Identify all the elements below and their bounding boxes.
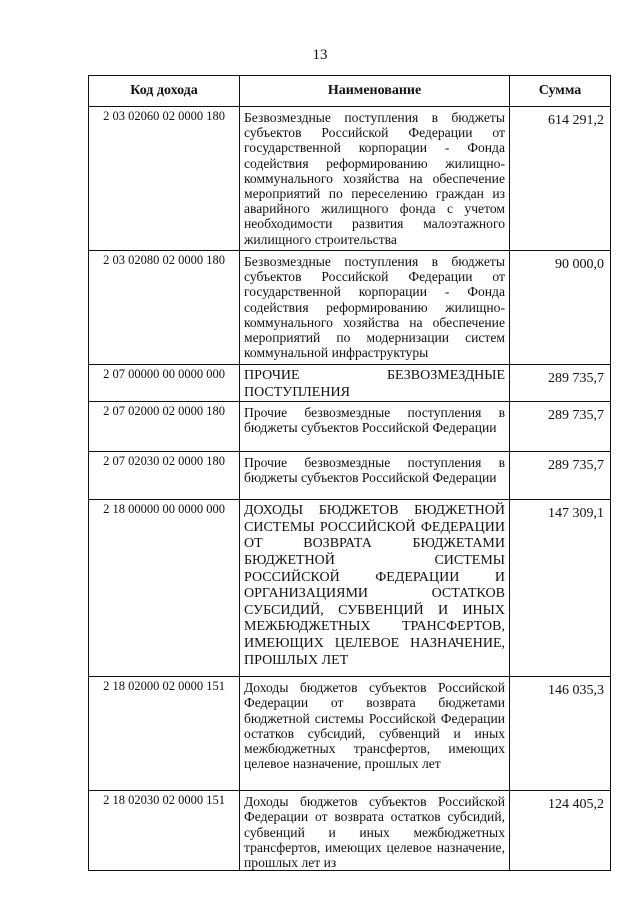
- revenue-name: Доходы бюджетов субъектов Российской Федерации от возврата остатков субсидий, субвенций и иных межбюджетных трансфертов, имеющих целевое назначение, прошлых лет из: [240, 791, 510, 871]
- revenue-name: Безвозмездные поступления в бюджеты субъектов Российской Федерации от государственной корпорации - Фонда содействия реформированию жилищно-коммунального хозяйства на обеспечение мероприятий по переселению граждан из аварийного жилищного фонда с учетом необходимости развития малоэтажного жилищного строительства: [240, 107, 510, 251]
- page-number: 13: [312, 47, 328, 63]
- table-row: [89, 791, 611, 871]
- header-amount: Сумма: [510, 76, 611, 107]
- revenue-name: Прочие безвозмездные поступления в бюджеты субъектов Российской Федерации: [240, 402, 510, 452]
- revenue-amount: 147 309,1: [510, 500, 611, 677]
- revenue-name: Доходы бюджетов субъектов Российской Федерации от возврата бюджетами бюджетной системы Российской Федерации остатков субсидий, субвенций и иных межбюджетных трансфертов, имеющих целевое назначение, прошлых лет: [240, 677, 510, 791]
- revenue-amount: 614 291,2: [510, 107, 611, 251]
- revenue-table: [88, 75, 611, 871]
- revenue-name: Безвозмездные поступления в бюджеты субъектов Российской Федерации от государственной корпорации - Фонда содействия реформированию жилищно-коммунального хозяйства на обеспечение мероприятий по модернизации систем коммунальной инфраструктуры: [240, 251, 510, 365]
- table-header-row: [89, 76, 611, 107]
- table-row: [89, 677, 611, 791]
- revenue-code: 2 07 02030 02 0000 180: [89, 452, 240, 500]
- revenue-code: 2 07 00000 00 0000 000: [89, 365, 240, 402]
- table-row: [89, 452, 611, 500]
- revenue-code: 2 18 00000 00 0000 000: [89, 500, 240, 677]
- revenue-name: ПРОЧИЕ БЕЗВОЗМЕЗДНЫЕ ПОСТУПЛЕНИЯ: [240, 365, 510, 402]
- revenue-code: 2 07 02000 02 0000 180: [89, 402, 240, 452]
- table-row: [89, 251, 611, 365]
- revenue-amount: 289 735,7: [510, 365, 611, 402]
- table-row: [89, 107, 611, 251]
- revenue-amount: 289 735,7: [510, 452, 611, 500]
- revenue-amount: 124 405,2: [510, 791, 611, 871]
- header-name: Наименование: [240, 76, 510, 107]
- revenue-name: Прочие безвозмездные поступления в бюджеты субъектов Российской Федерации: [240, 452, 510, 500]
- table-row: [89, 500, 611, 677]
- revenue-amount: 90 000,0: [510, 251, 611, 365]
- table-row: [89, 402, 611, 452]
- revenue-code: 2 03 02080 02 0000 180: [89, 251, 240, 365]
- revenue-code: 2 03 02060 02 0000 180: [89, 107, 240, 251]
- table-row: [89, 365, 611, 402]
- revenue-code: 2 18 02030 02 0000 151: [89, 791, 240, 871]
- header-code: Код дохода: [89, 76, 240, 107]
- revenue-amount: 289 735,7: [510, 402, 611, 452]
- revenue-amount: 146 035,3: [510, 677, 611, 791]
- revenue-name: ДОХОДЫ БЮДЖЕТОВ БЮДЖЕТНОЙ СИСТЕМЫ РОССИЙСКОЙ ФЕДЕРАЦИИ ОТ ВОЗВРАТА БЮДЖЕТАМИ БЮДЖЕТНОЙ СИСТЕМЫ РОССИЙСКОЙ ФЕДЕРАЦИИ И ОРГАНИЗАЦИЯМИ ОСТАТКОВ СУБСИДИЙ, СУБВЕНЦИЙ И ИНЫХ МЕЖБЮДЖЕТНЫХ ТРАНСФЕРТОВ, ИМЕЮЩИХ ЦЕЛЕВОЕ НАЗНАЧЕНИЕ, ПРОШЛЫХ ЛЕТ: [240, 500, 510, 677]
- revenue-code: 2 18 02000 02 0000 151: [89, 677, 240, 791]
